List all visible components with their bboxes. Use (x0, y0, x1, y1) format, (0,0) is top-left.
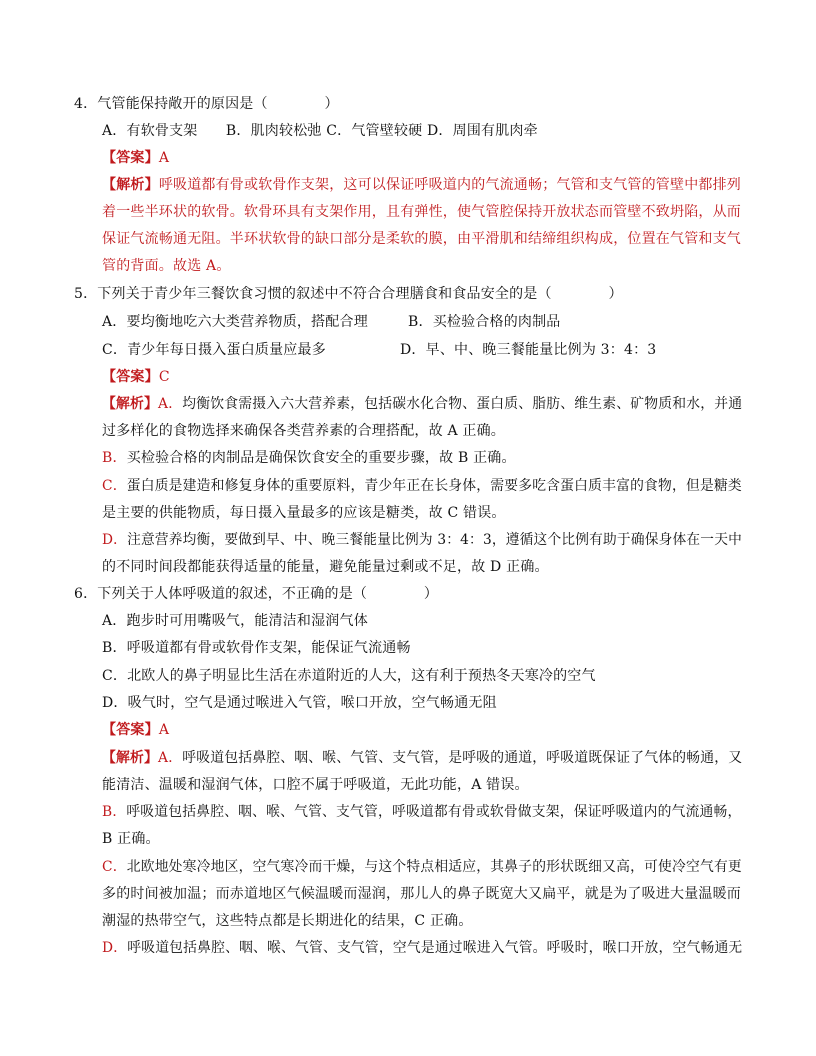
q4-analysis-line-3: 保证气流畅通无阻。半环状软骨的缺口部分是柔软的膜，由平滑肌和结缔组织构成，位置在气管和支气 (102, 231, 741, 247)
option-prefix: B． (102, 804, 127, 820)
option-prefix: A． (158, 750, 183, 766)
option-prefix: C． (102, 859, 127, 875)
q5-analysis-a-line-2: 过多样化的食物选择来确保各类营养素的合理搭配，故 A 正确。 (102, 423, 506, 439)
q6-analysis-c-line-1 (102, 857, 742, 877)
q4-options: A．有软骨支架 B．肌肉较松弛 C．气管壁较硬 D．周围有肌肉牵 (102, 123, 538, 139)
q6-option-b: B．呼吸道都有骨或软骨作支架，能保证气流通畅 (102, 640, 411, 656)
answer-label: 【答案】 (102, 150, 159, 166)
q5-answer (102, 367, 170, 387)
option-prefix: C． (102, 478, 127, 494)
q4-stem: 4．气管能保持敞开的原因是（ ） (74, 96, 339, 112)
option-prefix: D． (102, 940, 128, 956)
q5-stem: 5．下列关于青少年三餐饮食习惯的叙述中不符合合理膳食和食品安全的是（ ） (74, 286, 623, 302)
q6-stem: 6．下列关于人体呼吸道的叙述，不正确的是（ ） (74, 586, 439, 602)
analysis-label: 【解析】 (102, 396, 159, 412)
answer-label: 【答案】 (102, 369, 159, 385)
q6-option-c: C．北欧人的鼻子明显比生活在赤道附近的人大，这有利于预热冬天寒冷的空气 (102, 668, 596, 684)
option-prefix: B． (102, 450, 127, 466)
analysis-text: 注意营养均衡，要做到早、中、晚三餐能量比例为 3：4：3，遵循这个比例有助于确保身体在一天中 (127, 532, 743, 548)
q6-option-a: A．跑步时可用嘴吸气，能清洁和湿润气体 (102, 613, 368, 629)
analysis-text: 呼吸道包括鼻腔、咽、喉、气管、支气管，是呼吸的通道，呼吸道既保证了气体的畅通，又 (182, 750, 743, 766)
answer-value: C (158, 369, 170, 385)
analysis-text: 呼吸道包括鼻腔、咽、喉、气管、支气管，空气是通过喉进入气管。呼吸时，喉口开放，空气畅通无 (127, 940, 743, 956)
q4-analysis-line-2: 着一些半环状的软骨。软骨环具有支架作用，且有弹性，使气管腔保持开放状态而管壁不致坍陷，从而 (102, 204, 741, 220)
q5-analysis-c-line-2: 是主要的供能物质，每日摄入量最多的应该是糖类，故 C 错误。 (102, 505, 506, 521)
option-prefix: D． (102, 532, 128, 548)
analysis-text: 呼吸道都有骨或软骨作支架，这可以保证呼吸道内的气流通畅；气管和支气管的管壁中都排列 (158, 177, 742, 193)
answer-value: A (158, 150, 170, 166)
answer-label: 【答案】 (102, 722, 159, 738)
analysis-text: 呼吸道包括鼻腔、咽、喉、气管、支气管，呼吸道都有骨或软骨做支架，保证呼吸道内的气流通畅， (126, 804, 742, 820)
analysis-text: 蛋白质是建造和修复身体的重要原料，青少年正在长身体，需要多吃含蛋白质丰富的食物，但是糖类 (126, 478, 742, 494)
q6-option-d: D．吸气时，空气是通过喉进入气管，喉口开放，空气畅通无阻 (102, 695, 497, 711)
analysis-label: 【解析】 (102, 177, 159, 193)
q5-analysis-c-line-1 (102, 476, 742, 496)
q6-analysis-a-line-2: 能清洁、温暖和湿润气体，口腔不属于呼吸道，无此功能，A 错误。 (102, 777, 529, 793)
q6-analysis-b-line-2: B 正确。 (102, 831, 160, 847)
answer-value: A (158, 722, 170, 738)
q6-analysis-c-line-3: 潮湿的热带空气，这些特点都是长期进化的结果，C 正确。 (102, 913, 473, 929)
q4-analysis-line-1 (102, 175, 741, 195)
analysis-text: 均衡饮食需摄入六大营养素，包括碳水化合物、蛋白质、脂肪、维生素、矿物质和水，并通 (182, 396, 743, 412)
q6-analysis-d-line-1 (102, 938, 742, 958)
q5-analysis-a-line-1 (102, 394, 742, 414)
analysis-text: 买检验合格的肉制品是确保饮食安全的重要步骤，故 B 正确。 (126, 450, 516, 466)
analysis-label: 【解析】 (102, 750, 159, 766)
q5-analysis-d-line-2: 的不同时间段都能获得适量的能量，避免能量过剩或不足，故 D 正确。 (102, 559, 549, 575)
q4-analysis-line-4: 管的背面。故选 A。 (102, 258, 231, 274)
q6-analysis-c-line-2: 多的时间被加温；而赤道地区气候温暖而湿润，那儿人的鼻子既宽大又扁平，就是为了吸进大量温暖而 (102, 886, 741, 902)
q6-analysis-a-line-1 (102, 748, 742, 768)
q6-analysis-b-line-1 (102, 802, 742, 822)
analysis-text: 北欧地处寒冷地区，空气寒冷而干燥，与这个特点相适应，其鼻子的形状既细又高，可使冷空气有更 (126, 859, 742, 875)
q5-option-b: B．买检验合格的肉制品 (408, 314, 561, 330)
q4-answer (102, 148, 169, 168)
q5-analysis-b (102, 448, 516, 468)
q6-answer (102, 720, 169, 740)
q5-analysis-d-line-1 (102, 530, 742, 550)
q5-option-a: A．要均衡地吃六大类营养物质，搭配合理 (102, 314, 368, 330)
q5-option-c: C．青少年每日摄入蛋白质量应最多 (102, 342, 326, 358)
q5-option-d: D．早、中、晚三餐能量比例为 3：4：3 (400, 342, 657, 358)
option-prefix: A． (158, 396, 183, 412)
